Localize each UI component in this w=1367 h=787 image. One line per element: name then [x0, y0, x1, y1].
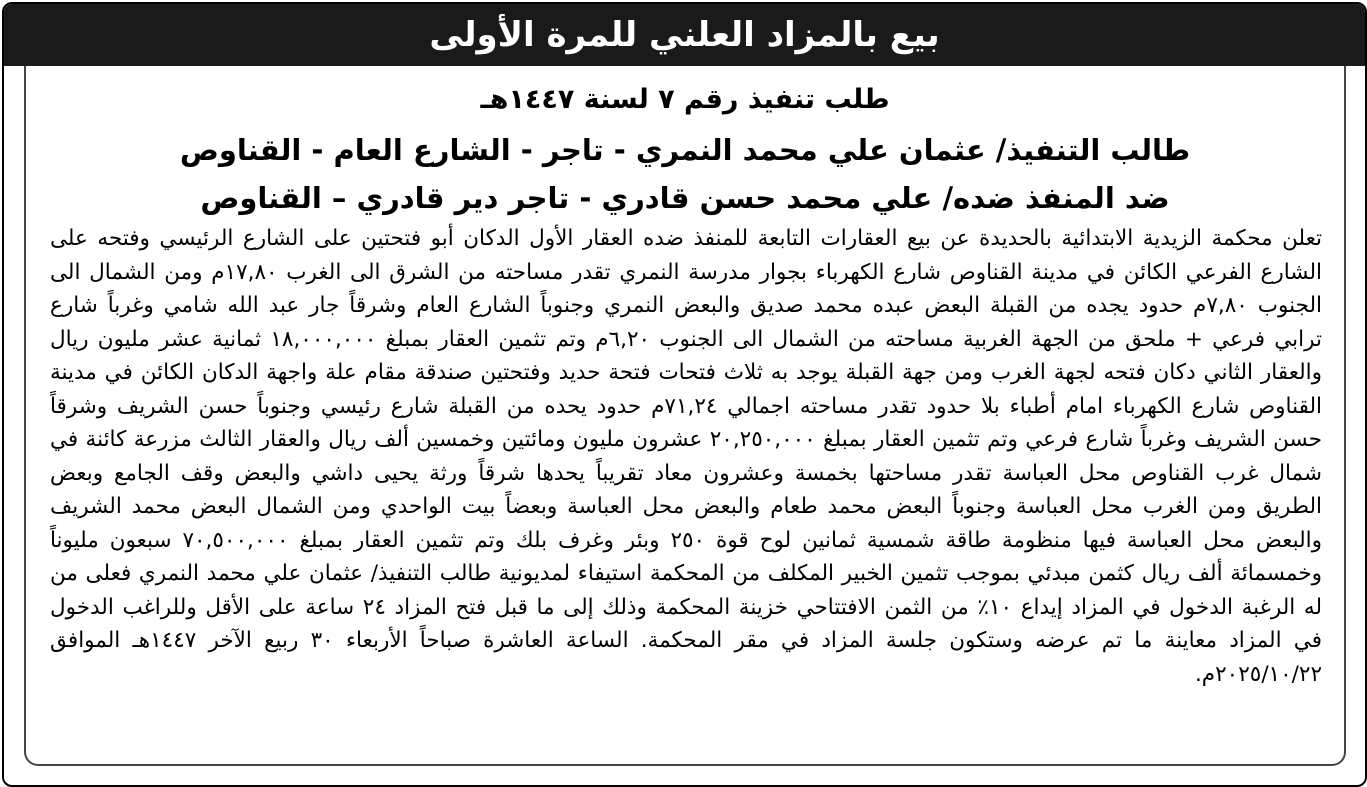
- applicant-line: طالب التنفيذ/ عثمان علي محمد النمري - تاجر - الشارع العام - القناوص: [179, 133, 1191, 167]
- notice-body-text: تعلن محكمة الزيدية الابتدائية بالحديدة عن بيع العقارات التابعة للمنفذ ضده العقار الأول الدكان أبو فتحتين على الشارع الرئيسي وفتحه على الشارع الفرعي الكائن في مدينة القناوص شارع الكهرباء بجوار مدرسة النمري تقدر مساحته من الشرق الى الغرب ١٧,٨٠م ومن الشمال الى الجنوب ٧,٨٠م حدود يجده من القبلة البعض عبده محمد صديق والبعض النمري وجنوباً الشارع العام وشرقاً جار عبد الله شامي وغرباً شارع ترابي فرعي + ملحق من الجهة الغربية مساحته من الشمال الى الجنوب ٦,٢٠م وتم تثمين العقار بمبلغ ١٨,٠٠٠,٠٠٠ ثمانية عشر مليون ريال والعقار الثاني دكان فتحه لجهة الغرب ومن جهة القبلة يوجد به ثلاث فتحات فتحة حديد وفتحتين صندقة مقام علة واجهة الدكان الكائن في مدينة القناوص شارع الكهرباء امام أطباء بلا حدود تقدر مساحته اجمالي ٧١,٢٤م حدود يحده من القبلة شارع رئيسي وجنوباً حسن الشريف وشرقاً حسن الشريف وغرباً شارع فرعي وتم تثمين العقار بمبلغ ٢٠,٢٥٠,٠٠٠ عشرون مليون ومائتين وخمسين ألف ريال والعقار الثالث مزرعة كائنة في شمال غرب القناوص محل العباسة تقدر مساحتها بخمسة وعشرون معاد تقريباً يحدها شرقاً ورثة يحيى داشي والبعض وقف الجامع وبعض الطريق ومن الغرب محل العباسة وجنوباً البعض محمد طعام والبعض محل العباسة وبعضاً بيت الواحدي ومن الشمال البعض محمد الشريف والبعض محل العباسة فيها منظومة طاقة شمسية ثمانين لوح قوة ٢٥٠ وبئر وغرف بلك وتم تثمين العقار بمبلغ ٧٠,٥٠٠,٠٠٠ سبعون مليوناً وخمسمائة ألف ريال كثمن مبدئي بموجب تثمين الخبير المكلف من المحكمة استيفاء لمديونية طالب التنفيذ/ عثمان علي محمد النمري فعلى من له الرغبة الدخول في المزاد إيداع ١٠٪ من الثمن الافتتاحي خزينة المحكمة وذلك إلى ما قبل فتح المزاد ٢٤ ساعة على الأقل وللراغب الدخول في المزاد معاينة ما تم عرضه وستكون جلسة المزاد في مقر المحكمة. الساعة العاشرة صباحاً الأربعاء ٣٠ ربيع الآخر ١٤٤٧هـ الموافق ٢٠٢٥/١٠/٢٢م.: [50, 226, 1323, 687]
- case-number-line: طلب تنفيذ رقم ٧ لسنة ١٤٤٧هـ: [480, 84, 890, 115]
- notice-body-frame: [24, 66, 1346, 766]
- auction-notice: [2, 2, 1367, 787]
- respondent-line: ضد المنفذ ضده/ علي محمد حسن قادري - تاجر دير قادري – القناوص: [200, 181, 1170, 215]
- notice-title: بيع بالمزاد العلني للمرة الأولى: [4, 4, 1365, 66]
